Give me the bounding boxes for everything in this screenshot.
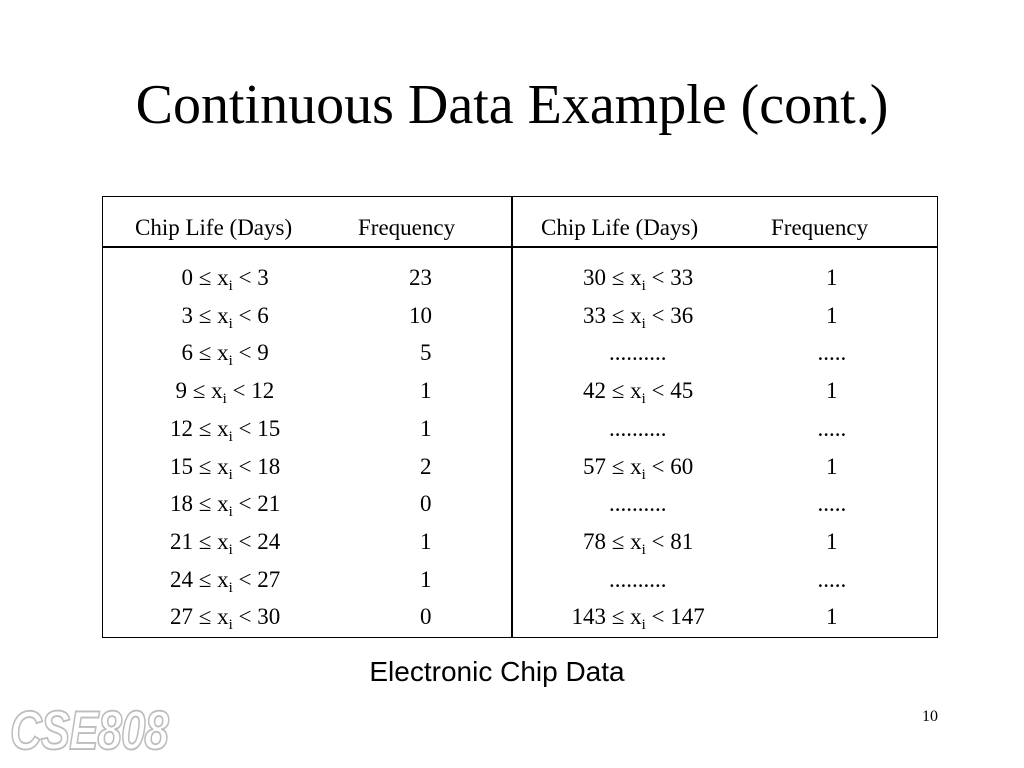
right-interval-cell: .......... [609,415,667,441]
right-interval-cell: $57 \le x_i < 60$ [583,453,694,483]
left-frequency-cell: 1 [420,415,432,441]
left-interval-cell: $27 \le x_i < 30$ [170,604,281,634]
header-chip-life-right: Chip Life (Days) [541,215,699,240]
left-frequency-cell: 1 [420,378,432,404]
right-interval-cell: .......... [609,566,667,592]
left-interval-cell: $15 \le x_i < 18$ [170,453,281,483]
right-interval-cell: $78 \le x_i < 81$ [583,528,694,558]
left-frequency-cell: 10 [409,302,432,328]
right-frequency-cell: 1 [826,528,838,554]
left-frequency-cell: 0 [420,491,432,517]
figure-caption: Electronic Chip Data [369,656,625,687]
right-interval-cell: $42 \le x_i < 45$ [583,378,694,408]
right-interval-cell: $33 \le x_i < 36$ [583,302,694,332]
left-interval-cell: $3 \le x_i < 6$ [181,302,269,332]
table-header-divider [102,246,938,248]
left-frequency-cell: 23 [409,265,432,290]
slide-title: Continuous Data Example (cont.) [135,74,889,136]
right-frequency-cell: 1 [826,604,838,630]
left-frequency-cell: 5 [420,340,432,366]
left-interval-cell: $12 \le x_i < 15$ [170,415,281,445]
right-interval-cell: $143 \le x_i < 147$ [571,604,705,634]
course-logo: CSE808 [10,700,168,762]
header-frequency-left: Frequency [358,215,456,240]
left-frequency-cell: 0 [420,604,432,630]
right-frequency-cell: 1 [826,265,838,290]
right-frequency-cell: 1 [826,378,838,404]
right-frequency-cell: ..... [817,340,847,366]
right-frequency-cell: ..... [817,566,847,592]
right-interval-cell: .......... [609,340,667,366]
left-interval-cell: $9 \le x_i < 12$ [175,378,275,408]
header-frequency-right: Frequency [771,215,869,240]
right-frequency-cell: ..... [817,491,847,517]
page-number: 10 [922,708,938,725]
left-frequency-cell: 1 [420,566,432,592]
header-chip-life-left: Chip Life (Days) [135,215,293,240]
right-interval-cell: $30 \le x_i < 33$ [583,265,694,294]
left-interval-cell: $18 \le x_i < 21$ [170,491,281,521]
left-frequency-cell: 1 [420,528,432,554]
right-frequency-cell: 1 [826,453,838,479]
right-frequency-cell: ..... [817,415,847,441]
left-interval-cell: $21 \le x_i < 24$ [170,528,281,558]
left-interval-cell: $0 \le x_i < 3$ [181,265,269,294]
left-frequency-cell: 2 [420,453,432,479]
right-interval-cell: .......... [609,491,667,517]
table-column-divider [511,196,513,638]
left-interval-cell: $6 \le x_i < 9$ [181,340,269,370]
right-frequency-cell: 1 [826,302,838,328]
left-interval-cell: $24 \le x_i < 27$ [170,566,281,596]
